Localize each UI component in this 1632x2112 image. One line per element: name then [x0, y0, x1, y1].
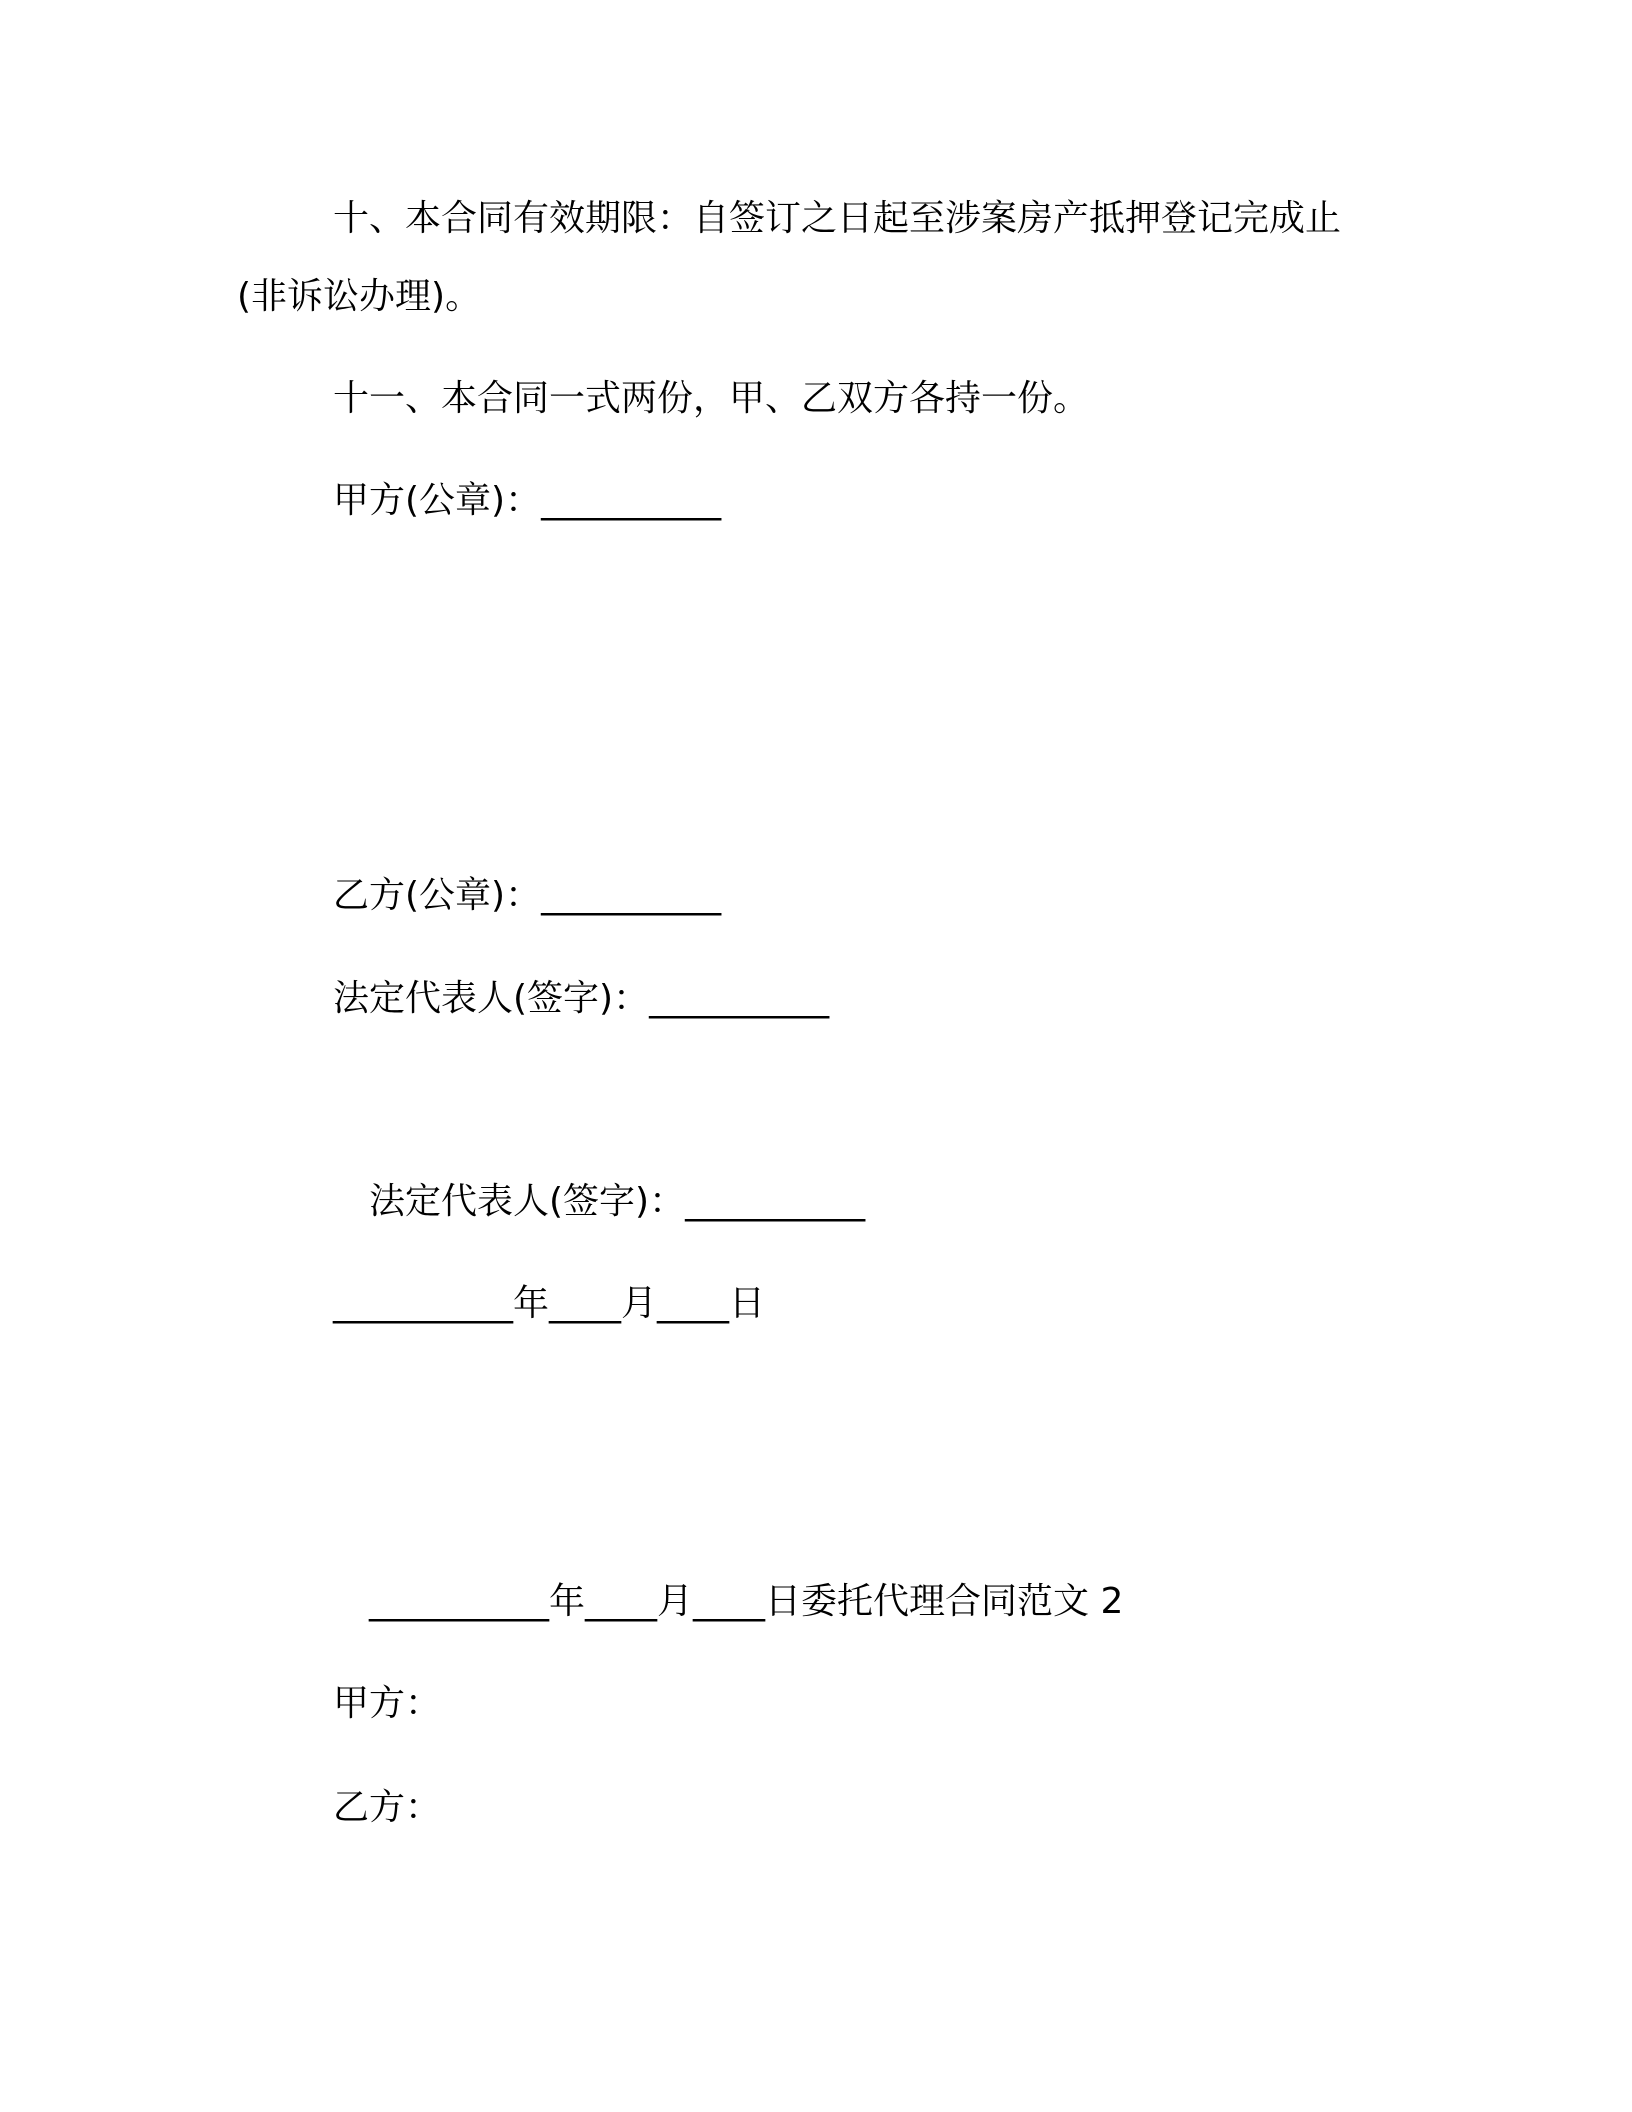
party-b-label: 乙方： — [333, 1787, 442, 1828]
legal-representative-signature-1: 法定代表人(签字)：__________ — [333, 978, 830, 1019]
clause-10-line-2: (非诉讼办理)。 — [237, 276, 482, 317]
signing-date-line: __________年____月____日 — [333, 1283, 765, 1324]
party-a-seal-line: 甲方(公章)：__________ — [333, 480, 722, 521]
party-a-label: 甲方： — [333, 1683, 442, 1724]
clause-10-line-1: 十、本合同有效期限：自签订之日起至涉案房产抵押登记完成止 — [333, 198, 1342, 239]
party-b-seal-line: 乙方(公章)：__________ — [333, 875, 722, 916]
next-contract-title: __________年____月____日委托代理合同范文 2 — [369, 1581, 1124, 1622]
clause-11: 十一、本合同一式两份，甲、乙双方各持一份。 — [333, 378, 1090, 419]
legal-representative-signature-2: 法定代表人(签字)：__________ — [369, 1181, 866, 1222]
